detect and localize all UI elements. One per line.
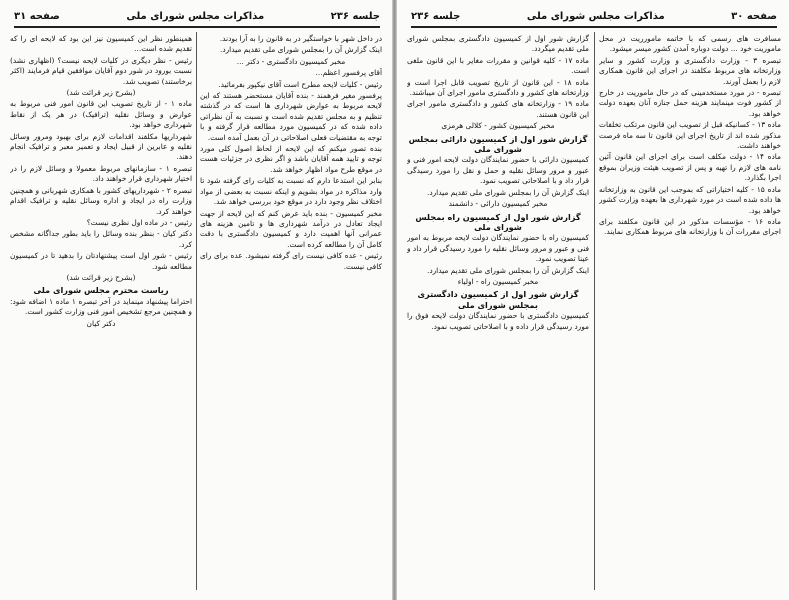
paragraph: رئیس - در ماده اول نظری نیست؟ [86,217,192,227]
paragraph: ماده ۱۴ - دولت مکلف است برای اجرای این قانون آئین نامه های لازم را تهیه و پس از تصویب هیئت وزیران بموقع اجرا بگذارد. [599,152,781,183]
paragraph: رئیس - شور اول است پیشنهادتان را بدهید تا در کمیسیون مطالعه شود. [10,251,192,271]
paragraph: مخبر کمیسیون کشور - کلالی هرمزی [441,121,555,131]
paragraph: پرفسور مغیر فرهمند - بنده آقایان مستحضر هستند که این لایحه مربوط به عوارض شهرداری ها است که در گذشته تنظیم و به مجلس تقدیم شده است و نسبت به آن نظراتی داده شده که در کمیسیون مورد مطالعه قرار گرفته و با توجه به مقتضیات فعلی اصلاحاتی در آن بعمل آمده است. [200,91,382,142]
running-title: مذاکرات مجلس شورای ملی [126,10,265,22]
paragraph: کمیسیون دادگستری با حضور نمایندگان دولت لایحه فوق را مورد رسیدگی قرار داده و با اصلاحاتی تصویب نمود. [407,311,589,331]
paragraph: (بشرح زیر قرائت شد) [66,272,136,282]
page-number: صفحه ۳۱ [14,10,60,22]
paragraph: کمیسیون راه با حضور نمایندگان دولت لایحه مربوط به امور فنی و عبور و مرور وسائل نقلیه را مورد رسیدگی قرار داد و عینا تصویب نمود. [407,233,589,264]
page-header [411,6,777,28]
session-number: جلسه ۲۳۶ [330,10,380,22]
paragraph: ماده ۱۳ - کسانیکه قبل از تصویب این قانون مرتکب تخلفات مذکور شده اند از تاریخ اجرای این قانون تا سه ماه فرصت خواهند داشت. [599,120,781,151]
paragraph: اینک گزارش آن را بمجلس شورای ملی تقدیم میدارد. [426,187,589,197]
paragraph: مسافرت های رسمی که با خاتمه مامورریت در محل ماموریت خود ... دولت دوباره آمدن کشور میسر میشود. [599,34,781,54]
left-page [0,0,392,600]
paragraph: در داخل شهر با خواستگیر در به قانون را به آرا بودند. [219,34,382,43]
paragraph: آقای پرفسور اعظم... [315,68,382,78]
paragraph: اینک گزارش آن را بمجلس شورای ملی تقدیم میدارد. [219,45,382,55]
paragraph: دکتر کیان - بنظر بنده وسائل را باید بطور جداگانه مشخص کرد. [10,229,192,249]
text-column-left [10,34,192,592]
paragraph: ماده ۱ - از تاریخ تصویب این قانون امور فنی مربوط به عوارض و وسائل نقلیه (ترافیک) در هر یک از نقاط شهرداری خواهد بود. [10,99,192,130]
paragraph: بنده تصور میکنم که این لایحه از لحاظ اصول کلی مورد توجه و تایید همه آقایان باشد و اگر نظری در جزئیات هست در موقع طرح مواد اظهار خواهد شد. [200,144,382,174]
paragraph: گزارش شور اول از کمیسیون دارائی بمجلس شورای ملی [408,133,588,155]
paragraph: تبصره ۱ - سازمانهای مربوط معمولا و وسائل لازم را در اختیار شهرداری قرار خواهند داد. [10,163,192,184]
paragraph: اینک گزارش آن را بمجلس شورای ملی تقدیم میدارد. [426,265,589,275]
paragraph: بنابر این استدعا دارم که نسبت به کلیات رای گرفته شود تا وارد مذاکره در مواد بشویم و اینکه نسبت به بعضی از مواد اختلاف نظر وجود دارد در موقع خود بررسی خواهد شد. [200,176,382,207]
text-column-left [407,34,589,592]
paragraph: مخبر کمیسیون دارائی - دانشمند [448,199,548,209]
paragraph: مخبر کمیسیون راه - اولیاء [457,276,539,286]
paragraph: شهرداریها مکلفند اقدامات لازم برای بهبود ومرور وسائل نقلیه و عابرین از قبیل ایجاد و تعمیر معبر و ترافیک انجام دهند. [10,131,192,162]
paragraph: رئیس - عده کافی نیست رای گرفته نمیشود. عده برای رای کافی نیست. [200,251,382,271]
paragraph: تبصره - در مورد مستخدمینی که در حال ماموریت در خارج از کشور فوت مینمایند هزینه حمل جنازه آنان بعهده دولت خواهد بود. [599,88,781,118]
paragraph: تبصره ۲ - شهرداریهای کشور با همکاری شهربانی و همچنین وزارت راه در ایجاد و اداره وسائل نقلیه و ترافیک اقدام خواهند کرد. [10,185,192,216]
paragraph: ماده ۱۵ - کلیه اختیاراتی که بموجب این قانون به وزارتخانه ها داده شده است در مورد شهرداری ها بعهده وزارت کشور خواهد بود. [599,184,781,215]
paragraph: مخبر کمیسیون - بنده باید عرض کنم که این لایحه از جهت ایجاد تعادل در درآمد شهرداری ها و تامین هزینه های عمرانی آنها اهمیت دارد و کمیسیون دادگستری با دقت کامل آن را مطالعه کرده است. [200,208,382,249]
session-number: جلسه ۲۳۶ [411,10,461,22]
paragraph: گزارش شور اول از کمیسیون راه بمجلس شورای ملی [415,211,581,232]
paragraph: گزارش شور اول از کمیسیون دادگستری بمجلس شورای ملی تقدیم میگردد. [407,34,589,54]
paragraph: همینطور نظر این کمیسیون نیز این بود که لایحه ای را که تقدیم شده است... [10,34,192,54]
paragraph: احتراما پیشنهاد مینماید در آخر تبصره ۱ ماده ۱ اضافه شود: و همچنین مرجع تشخیص امور فنی وزارت کشور است. [10,296,192,317]
page-number: صفحه ۳۰ [731,10,777,22]
paragraph: کمیسیون دارائی با حضور نمایندگان دولت لایحه امور فنی و عبور و مرور وسائل نقلیه و حمل و نقل را مورد رسیدگی قرار داد و با اصلاحاتی تصویب نمود. [407,155,589,186]
paragraph: (بشرح زیر قرائت شد) [66,88,136,98]
paragraph: دکتر کیان [86,318,116,328]
paragraph: ماده ۱۶ - مؤسسات مذکور در این قانون مکلفند برای اجرای مقررات آن با وزارتخانه های مربوط همکاری نمایند. [599,216,781,237]
column-divider [196,32,197,590]
text-column-right [200,34,382,592]
running-title: مذاکرات مجلس شورای ملی [526,10,665,22]
paragraph: گزارش شور اول از کمیسیون دادگستری بمجلس شورای ملی [417,289,579,310]
paragraph: ماده ۱۸ - این قانون از تاریخ تصویب قابل اجرا است و وزارتخانه های کشور و دادگستری مامور اجرای آن میباشند. [407,77,589,98]
paragraph: ریاست محترم مجلس شورای ملی [33,285,169,296]
column-divider [594,32,595,590]
page-header [14,6,380,28]
paragraph: ماده ۱۹ - وزارتخانه های کشور و دادگستری مامور اجرای این قانون هستند. [407,99,589,119]
right-page [397,0,789,600]
paragraph: مخبر کمیسیون دادگستری - دکتر ... [236,56,346,66]
paragraph: ماده ۱۷ - کلیه قوانین و مقررات مغایر با این قانون ملغی است. [407,55,589,76]
paragraph: تبصره ۳ - وزارت دادگستری و وزارت کشور و سایر وزارتخانه های مربوط مکلفند در اجرای این قانون همکاری لازم را بعمل آورند. [599,55,781,86]
paragraph: رئیس - کلیات لایحه مطرح است آقای نیکپور بفرمائید. [218,79,382,89]
text-column-right [599,34,781,592]
paragraph: رئیس - نظر دیگری در کلیات لایحه نیست؟ (اظهاری نشد) نسبت بورود در شور دوم آقایان موافقین قیام فرمایند (اکثر برخاستند) تصویب شد. [10,55,192,86]
